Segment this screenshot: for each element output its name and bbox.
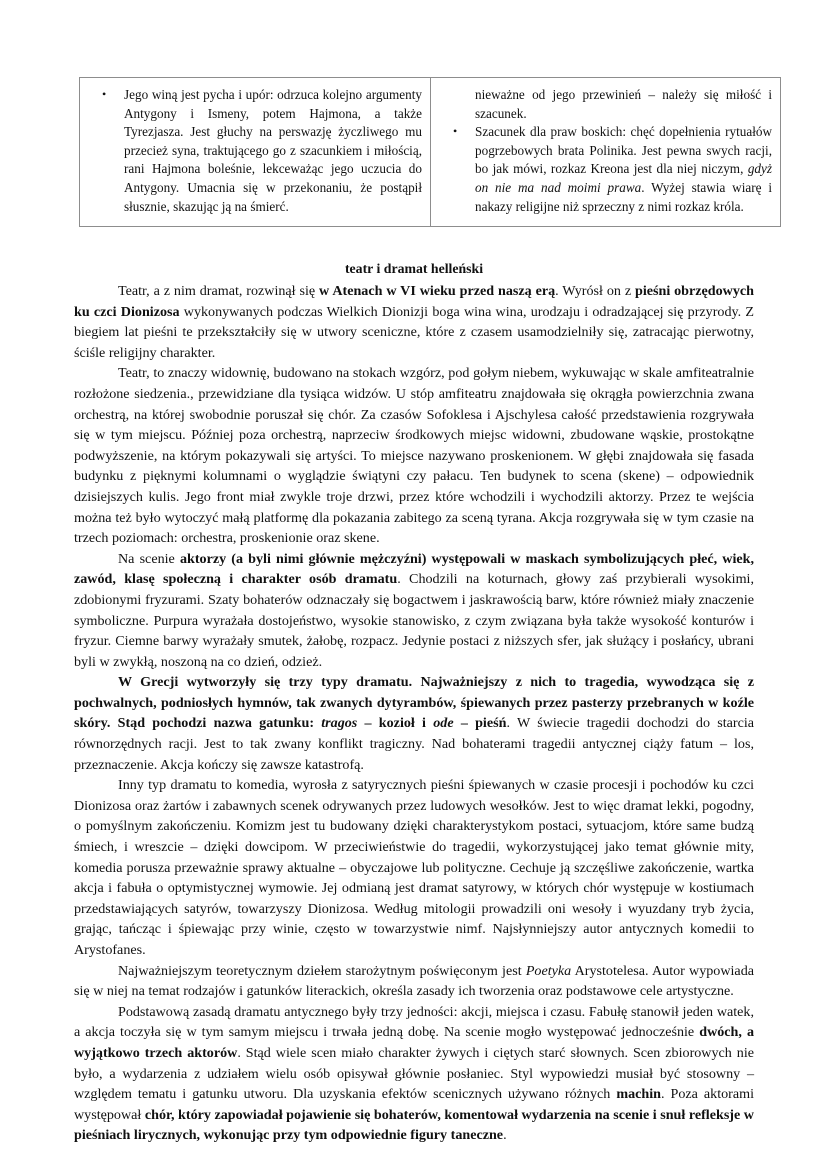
text-run: Najważniejszym teoretycznym dziełem starożytnym poświęconym jest — [118, 962, 526, 979]
comparison-table — [79, 77, 781, 227]
text-run: . — [503, 1127, 507, 1144]
text-run: . Chodzili na koturnach, głowy zaś przybierali wysokimi, zdobionymi fryzurami. Szaty bohaterów odznaczały się bogactwem i jaskrawością barw, które również miały znaczenie symboliczne. Purpura wyrażała dostojeństwo, wysokie stanowisko, z czym związana była także wysokość konturów i fryzur. Ciemne barwy wyrażały smutek, żałobę, rozpacz. Jedynie postaci z niższych sfer, jak służący i posłańcy, ubrani byli w zwykłą, noszoną na co dzień, odzież. — [74, 571, 754, 670]
text-bold-italic: tragos — [321, 715, 358, 732]
text-run: Teatr, to znaczy widownię, budowano na stokach wzgórz, pod gołym niebem, wykuwając w skale amfiteatralnie rozłożone siedzenia., przewidziane dla tysiąca widzów. U stóp amfiteatru znajdowała się okrągła powierzchnia zwana orchestrą, na której swobodnie poruszał się chór. Za czasów Sofoklesa i Ajschylesa całość przedstawienia rozgrywała się w tym miejscu. Później poza orchestrą, naprzeciw środkowych miejsc widowni, zbudowane wąskie, prostokątne podwyższenie, na którym pokazywali się artyści. To miejsce nazywano proskenionem. W głębi znajdowała się fasada budynku z pięknymi kolumnami o wyglądzie świątyni czy pałacu. Ten budynek to scena (skene) – odpowiednik dzisiejszych kulis. Jego front miał zwykle troje drzwi, przez które wchodzili i wychodzili aktorzy. Przez te wejścia można też było wytoczyć małą platformę dla pokazania zabitego za sceną tyrana. Akcja rozgrywała się w tym czasie na trzech poziomach: orchestra, proskenionie oraz skene. — [74, 365, 754, 547]
page-title: teatr i dramat helleński — [344, 261, 484, 276]
text-run: Jego winą jest pycha i upór: odrzuca kolejno argumenty Antygony i Ismeny, potem Hajmona, a także Tyrezjasza. Jest głuchy na perswazję życzliwego mu przecież syna, traktującego go z szacunkiem i miłością, rani Hajmona boleśnie, lekceważąc jego uczucia do Antygony. Umacnia się w przekonaniu, że postąpił słusznie, skazując ją na śmierć. — [124, 87, 422, 214]
text-bold: – kozioł i — [357, 715, 434, 732]
table-cell-kreon — [80, 78, 431, 227]
text-run: wykonywanych podczas Wielkich Dionizji boga wina wina, urodzaju i odradzającej się przyrody. Z biegiem lat pieśni te przekształciły się w utwory sceniczne, które z czasem usamodzielniły się, zatracając pierwotny, ściśle religijny charakter. — [74, 303, 754, 361]
table-cell-antygona — [431, 78, 781, 227]
paragraph — [74, 549, 754, 673]
text-run: Teatr, a z nim dramat, rozwinął się — [118, 283, 320, 299]
text-run: Na scenie — [118, 550, 180, 567]
text-run: Arystotelesa. Autor wypowiada się w niej na temat rodzajów i gatunków literackich, określa zasady ich tworzenia oraz podstawowe cele artystyczne. — [74, 962, 754, 1000]
text-run: . W świecie tragedii dochodzi do starcia równorzędnych racji. Jest to tak zwany konflikt tragiczny. Nad bohaterami tragedii antycznej ciąży fatum – los, przeznaczenie. Akcja kończy się zawsze katastrofą. — [74, 715, 755, 773]
text-run: . Stąd wiele scen miało charakter żywych i ciętych starć słownych. Scen zbiorowych nie było, a wydarzenia z udziałem wielu osób opisywał głównie posłaniec. Styl wypowiedzi musiał być stosowny – względem tematu i gatunku utworu. Dla uzyskania efektów scenicznych używano różnych — [74, 1044, 754, 1103]
text-run: . Wyżej stawia wiarę i nakazy religijne niż sprzeczny z nimi rozkaz króla. — [475, 179, 773, 214]
text-bold: aktorzy (a byli nimi głównie mężczyźni) występowali w maskach symbolizujących płeć, wiek, zawód, klasę społeczną i charakter osób dramatu — [74, 550, 754, 588]
text-bold: w Atenach w VI wieku przed naszą erą — [319, 283, 556, 299]
text-run: Inny typ dramatu to komedia, wyrosła z satyrycznych pieśni śpiewanych w czasie procesji i pochodów ku czci Dionizosa oraz żartów i zabawnych scenek odrywanych przez ludowych wesołków. Jest to więc dramat lekki, pogodny, o pomyślnym zakończeniu. Komizm jest tu budowany dzięki charakterystykom postaci, sytuacjom, które same budzą śmiech, i wreszcie – dzięki dowcipom. W przeciwieństwie do tragedii, wykorzystującej jako temat głównie mity, komedia porusza przeważnie sprawy aktualne – obyczajowe lub polityczne. Cechuje ją szczęśliwe zakończenie, wartka akcja i fabuła o optymistycznej wymowie. Jej odmianą jest dramat satyrowy, w których chór występuje w kostiumach przedstawiających satyrów, towarzyszy Dionizosa. Według mitologii prowadzili oni wesoły i wyuzdany tryb życia, grając, tańcząc i śpiewając przy winie, często w towarzystwie nimf. Najsłynniejszy autor antycznych komedii to Arystofanes. — [74, 777, 754, 958]
text-italic: gdyż on nie ma nad moimi prawa — [475, 161, 772, 195]
paragraph — [74, 281, 754, 363]
text-bold: – pieśń — [453, 715, 507, 732]
paragraph — [74, 961, 754, 1002]
list-item — [88, 86, 422, 216]
text-bold: dwóch, a wyjątkowo trzech aktorów — [74, 1024, 754, 1061]
paragraph — [74, 1002, 754, 1146]
text-bold: pieśni obrzędowych ku czci Dionizosa — [74, 283, 754, 320]
list-item-continuation — [439, 86, 772, 123]
paragraph — [74, 672, 754, 775]
text-bold: W Grecji wytworzyły się trzy typy dramatu. Najważniejszy z nich to tragedia, wywodząca się z pochwalnych, podniosłych hymnów, tak zwanych dytyrambów, śpiewanych przez pasterzy przebranych w koźle skóry. Stąd pochodzi nazwa gatunku: — [74, 674, 754, 732]
text-bold: machin — [616, 1086, 661, 1103]
table-row — [80, 78, 781, 227]
paragraph — [74, 363, 754, 548]
text-bold-italic: ode — [433, 715, 454, 732]
text-run: Podstawową zasadą dramatu antycznego były trzy jedności: akcji, miejsca i czasu. Fabułę stanowił jeden watek, a akcja toczyła się w tym samym miejscu i trwała jedną dobę. Na scenie mogło występować jednocześnie — [74, 1003, 754, 1041]
text-run: Szacunek dla praw boskich: chęć dopełnienia rytuałów pogrzebowych brata Polinika. Jest pewna swych racji, bo jak mówi, rozkaz Kreona jest dla niej niczym, — [475, 124, 772, 177]
text-run: nieważne od jego przewinień – należy się miłość i szacunek. — [475, 87, 772, 121]
text-italic: Poetyka — [525, 962, 572, 979]
bullet-list-left — [88, 86, 422, 216]
text-bold: chór, który zapowiadał pojawienie się bohaterów, komentował wydarzenia na scenie i snuł refleksje w pieśniach lirycznych, wykonując przy tym odpowiednie figury taneczne — [74, 1106, 754, 1144]
list-item — [439, 123, 772, 216]
text-run: . Poza aktorami występował — [74, 1086, 755, 1123]
text-run: . Wyrósł on z — [555, 283, 635, 299]
paragraph — [74, 775, 754, 960]
bullet-list-right — [439, 86, 772, 216]
body-text-container — [74, 281, 754, 1146]
